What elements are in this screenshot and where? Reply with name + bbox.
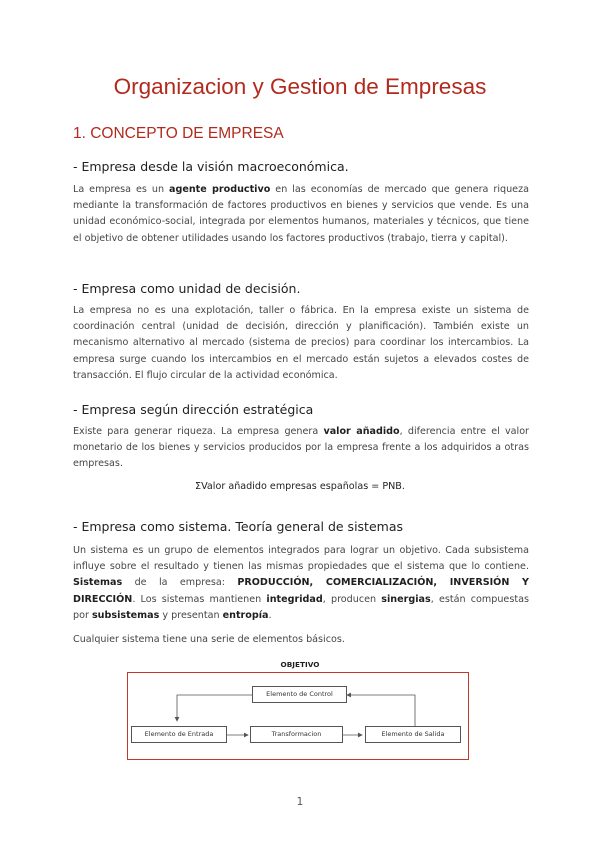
text: en las economías de mercado que genera riqueza mediante la transformación de factores productivos en bienes y servicios que vende. Es una unidad económico-social, integrada por elementos humanos, materiales y técnicos, que tiene el objetivo de obtener utilidades usando los factores productivos (trabajo, tierra y capital). bbox=[73, 184, 529, 244]
text: , diferencia entre el valor monetario de los bienes y servicios producidos por la empresa frente a los adquiridos a otras empresas. bbox=[73, 426, 530, 470]
text: Un sistema es un grupo de elementos integrados para lograr un objetivo. Cada subsistema influye sobre el resultado y tienen las mismas propiedades que el sistema que lo contiene. bbox=[73, 545, 529, 573]
bold-term: PRODUCCIÓN, COMERCIALIZACIÓN, INVERSIÓN Y DIRECCIÓN bbox=[73, 577, 529, 605]
formula-pnb: ΣValor añadido empresas españolas = PNB. bbox=[195, 481, 405, 492]
text: Existe para generar riqueza. La empresa genera bbox=[73, 426, 324, 437]
subheading-unidad-decision: - Empresa como unidad de decisión. bbox=[73, 281, 301, 296]
text: . Los sistemas mantienen bbox=[132, 593, 267, 605]
bold-term: Sistemas bbox=[73, 577, 123, 589]
text: La empresa es un bbox=[73, 184, 169, 195]
page-number: 1 bbox=[296, 796, 304, 808]
box-elemento-entrada: Elemento de Entrada bbox=[131, 726, 227, 743]
diagram-title: OBJETIVO bbox=[280, 660, 320, 669]
box-elemento-salida: Elemento de Salida bbox=[365, 726, 461, 743]
paragraph-elementos-basicos: Cualquier sistema tiene una serie de elementos básicos. bbox=[73, 634, 345, 645]
text: , producen bbox=[322, 593, 382, 605]
box-elemento-control: Elemento de Control bbox=[252, 686, 347, 703]
document-title: Organizacion y Gestion de Empresas bbox=[113, 74, 487, 99]
bold-term: sinergias bbox=[381, 593, 431, 605]
text: , están compuestas por bbox=[73, 593, 529, 621]
section-heading: 1. CONCEPTO DE EMPRESA bbox=[73, 125, 284, 142]
text: de la empresa: bbox=[122, 577, 238, 589]
subheading-macroeconomica: - Empresa desde la visión macroeconómica. bbox=[73, 159, 349, 174]
paragraph-unidad-decision: La empresa no es una explotación, taller o fábrica. En la empresa existe un sistema de coordinación central (unidad de decisión, dirección y planificación). También existe un mecanismo alternativo al mercado (sistema de precios) para coordinar los intercambios. La empresa surge cuando los intercambios en el mercado están sujetos a elevados costes de transacción. El flujo circular de la actividad económica. bbox=[73, 305, 529, 381]
bold-term: valor añadido bbox=[323, 426, 400, 437]
subheading-direccion-estrategica: - Empresa según dirección estratégica bbox=[73, 402, 314, 417]
bold-term: subsistemas bbox=[91, 609, 160, 621]
box-transformacion: Transformacion bbox=[250, 726, 343, 743]
bold-term: agente productivo bbox=[169, 184, 271, 195]
paragraph-sistema bbox=[73, 543, 529, 624]
bold-term: entropía bbox=[222, 609, 269, 621]
subheading-sistema: - Empresa como sistema. Teoría general de sistemas bbox=[73, 519, 403, 534]
paragraph-direccion-estrategica bbox=[73, 424, 529, 473]
bold-term: integridad bbox=[266, 593, 323, 605]
paragraph-macroeconomica bbox=[73, 182, 529, 247]
text: . bbox=[268, 609, 272, 621]
text: y presentan bbox=[159, 609, 223, 621]
